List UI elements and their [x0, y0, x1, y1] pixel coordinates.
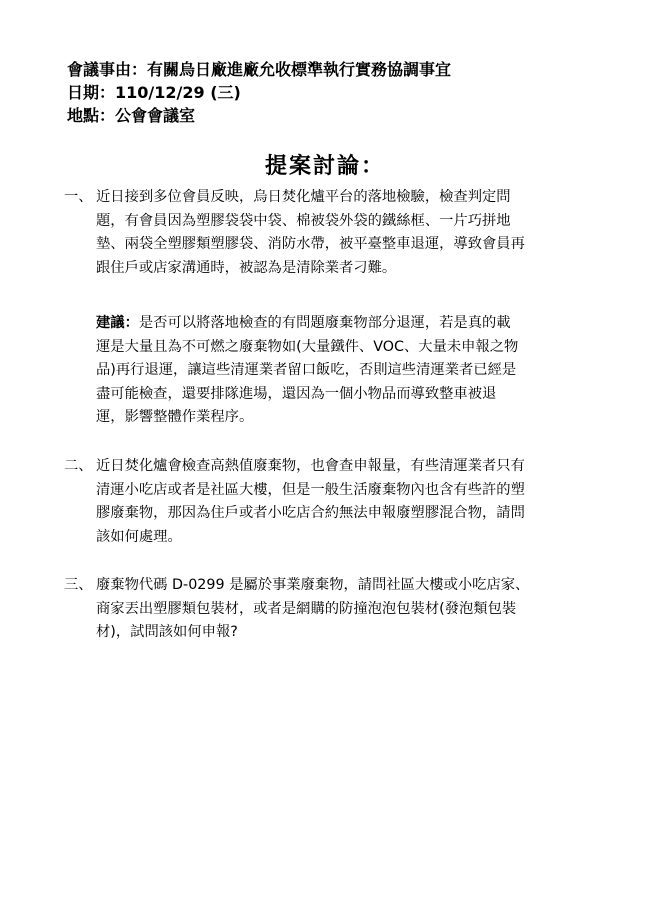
item-number: 一、 [64, 189, 93, 205]
item-number: 二、 [64, 458, 93, 474]
suggestion-line: 盡可能檢查，還要排隊進場，還因為一個小物品而導致整車被退 [96, 385, 497, 402]
suggestion-label: 建議： [96, 315, 139, 331]
item-line: 跟住戶或店家溝通時，被認為是清除業者刁難。 [96, 259, 397, 276]
item-body [96, 455, 594, 549]
item-number: 三、 [64, 577, 93, 593]
suggestion-line: 運是大量且為不可燃之廢棄物如(大量鐵件、VOC、大量未申報之物 [96, 338, 519, 355]
suggestion-line: 運，影響整體作業程序。 [96, 409, 254, 425]
item-line: 墊、兩袋全塑膠類塑膠袋、消防水帶，被平臺整車退運，導致會員再 [96, 236, 525, 252]
proposal-item-2 [64, 455, 594, 549]
suggestion-block [96, 312, 596, 430]
meeting-header [67, 58, 607, 127]
item-line: 近日焚化爐會檢查高熱值廢棄物，也會查申報量，有些清運業者只有 [96, 458, 525, 474]
meeting-date: 日期：110/12/29 (三) [67, 83, 241, 102]
section-title: 提案討論： [264, 154, 385, 179]
item-line: 材)，試問該如何申報? [96, 624, 238, 640]
item-line: 廢棄物代碼 D-0299 是屬於事業廢棄物，請問社區大樓或小吃店家、 [96, 577, 530, 593]
item-body [96, 186, 594, 280]
meeting-location: 地點：公會會議室 [67, 106, 196, 125]
item-line: 清運小吃店或者是社區大樓，但是一般生活廢棄物內也含有些許的塑 [96, 481, 525, 498]
suggestion-line: 品)再行退運，讓這些清運業者留口飯吃，否則這些清運業者已經是 [96, 362, 517, 378]
item-line: 膠廢棄物，那因為住戶或者小吃店合約無法申報廢塑膠混合物，請問 [96, 505, 525, 521]
item-body [96, 574, 594, 645]
item-line: 該如何處理。 [96, 528, 182, 545]
proposal-item-1 [64, 186, 594, 280]
item-line: 題，有會員因為塑膠袋袋中袋、棉被袋外袋的鐵絲框、一片巧拼地 [96, 212, 511, 229]
proposal-item-3 [64, 574, 594, 645]
item-line: 近日接到多位會員反映，烏日焚化爐平台的落地檢驗，檢查判定問 [96, 189, 511, 205]
meeting-subject: 會議事由：有關烏日廠進廠允收標準執行實務協調事宜 [67, 60, 452, 79]
suggestion-text: 是否可以將落地檢查的有問題廢棄物部分退運，若是真的載 [138, 315, 511, 331]
suggestion-first-line [96, 312, 596, 336]
item-line: 商家丟出塑膠類包裝材，或者是網購的防撞泡泡包裝材(發泡類包裝 [96, 600, 517, 617]
